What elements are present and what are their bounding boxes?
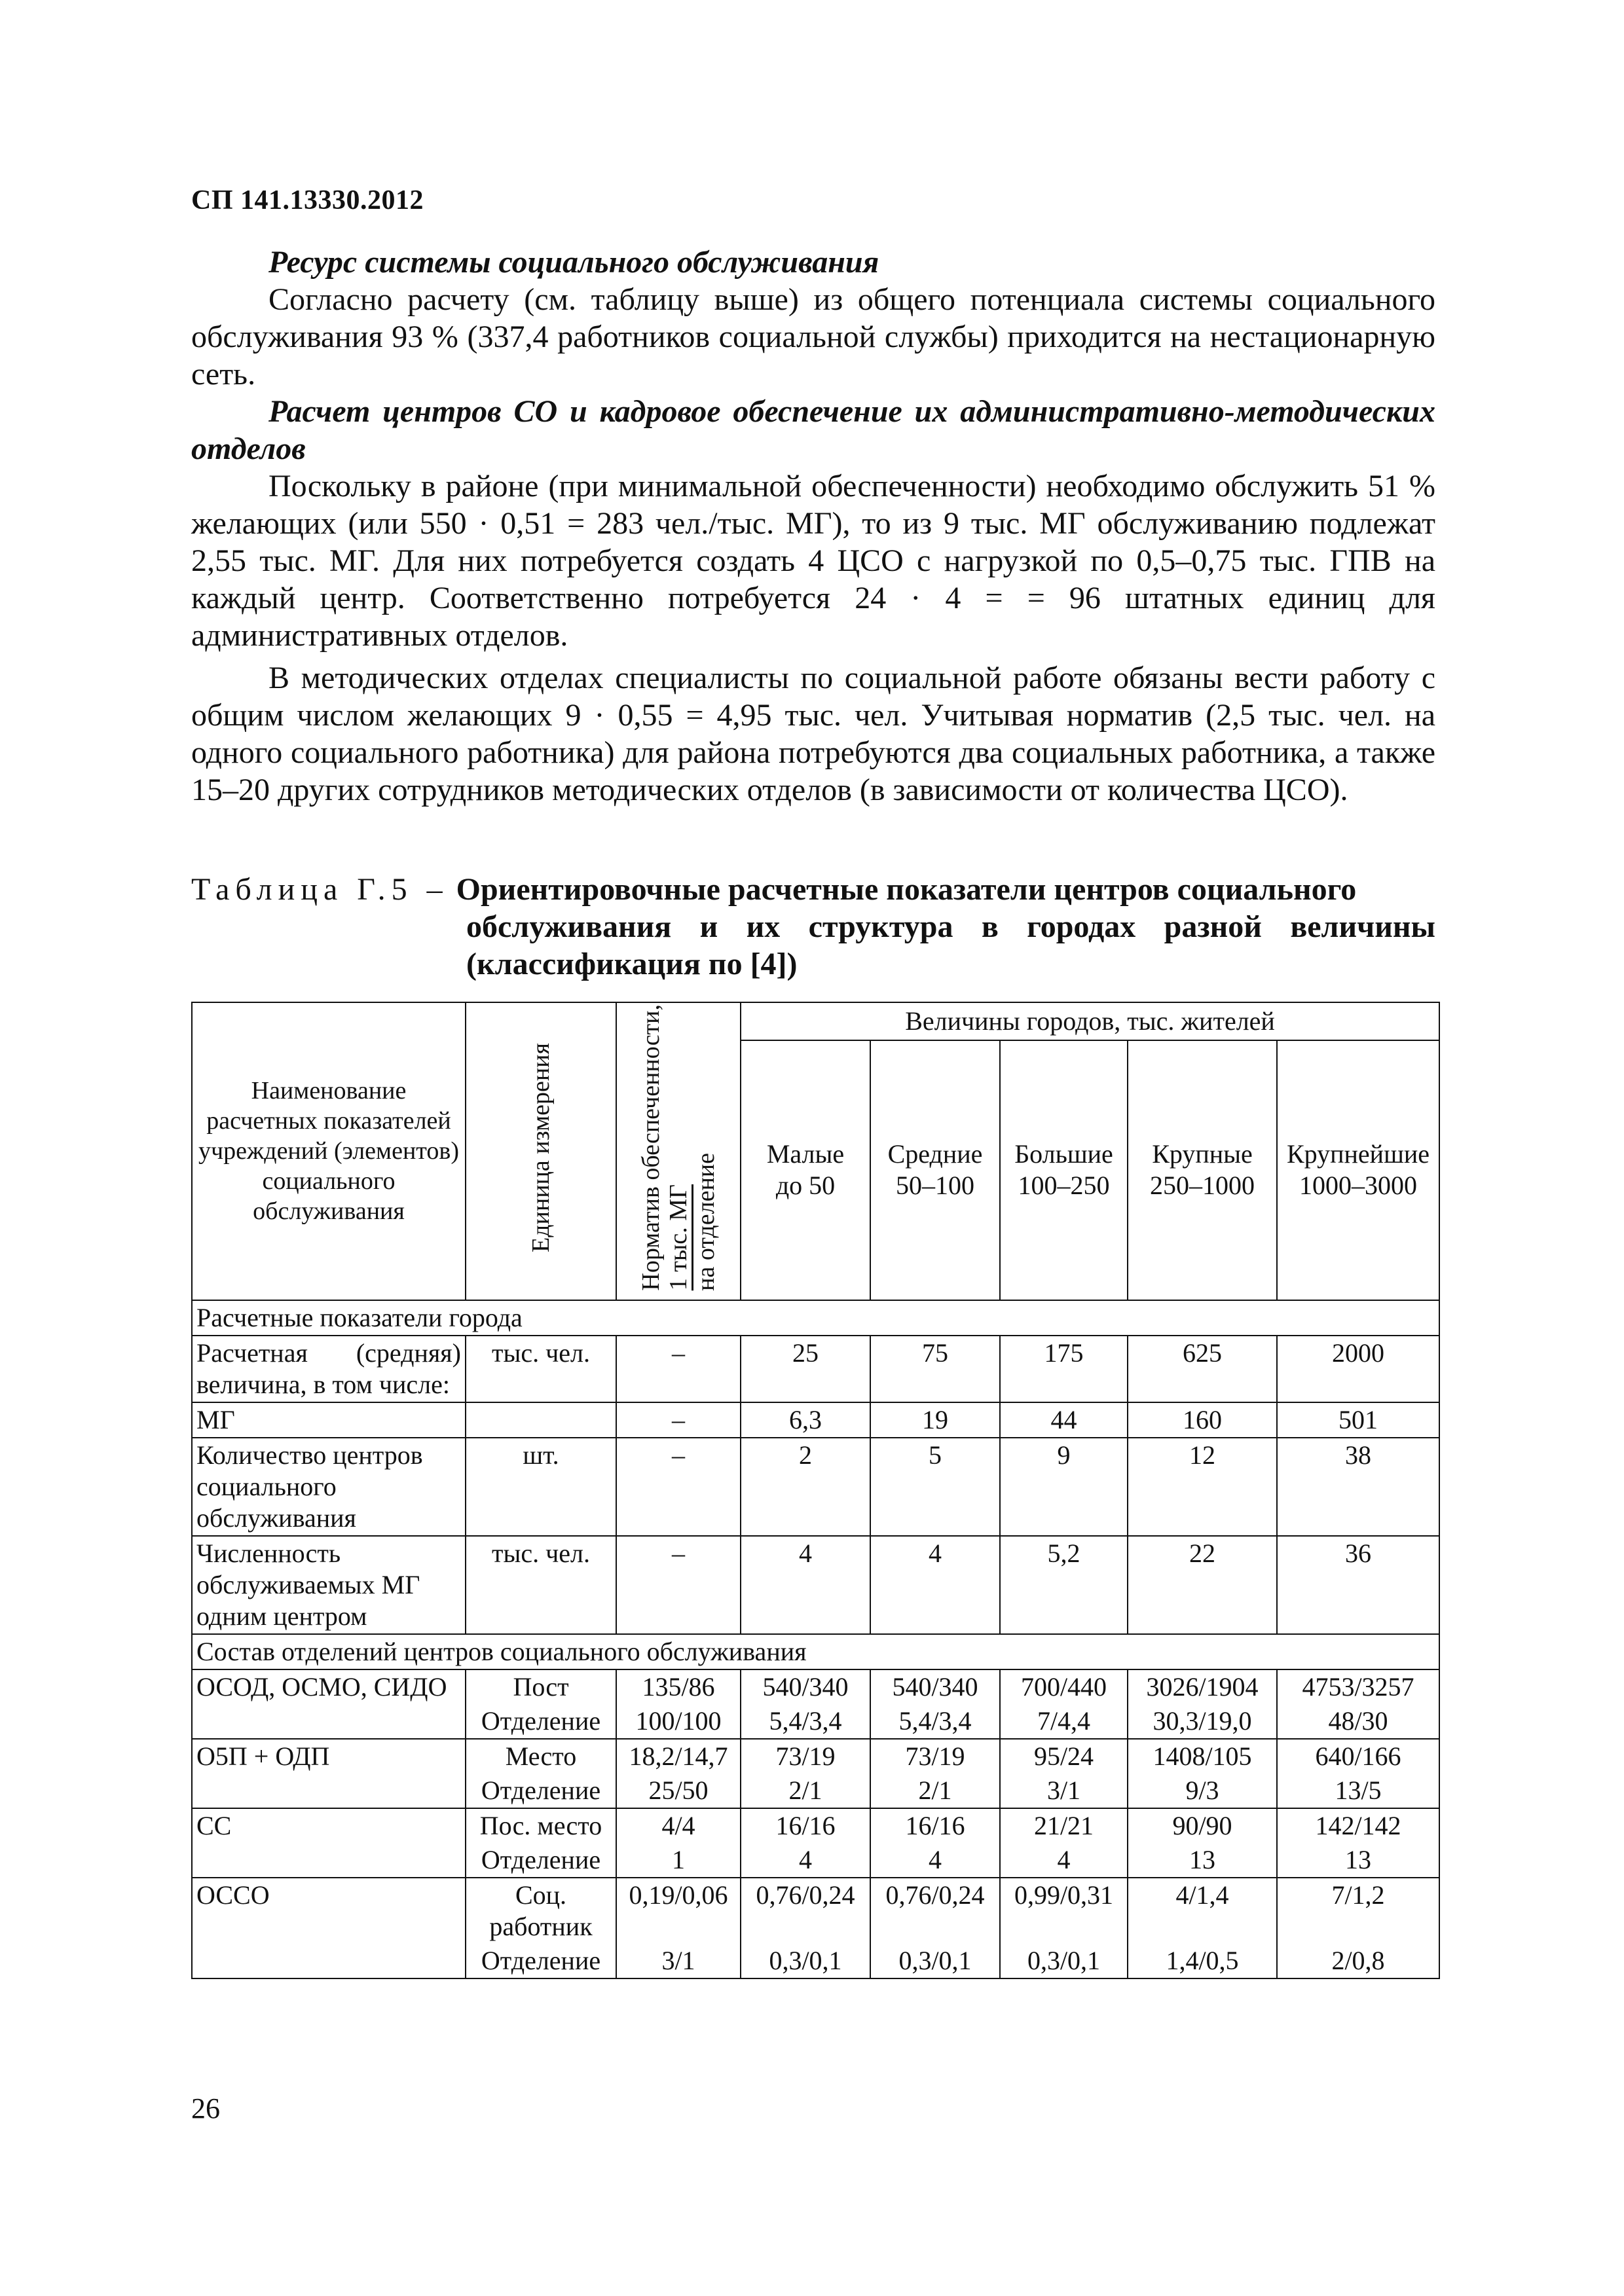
paragraph: В методических отделах специалисты по социальной работе обязаны вести работу с общим числом желающих 9 · 0,55 = 4,95 тыс. чел. Учитывая норматив (2,5 тыс. чел. на одного социального работника) для района потребуются два социальных работника, а также 15–20 других сотрудников методических отделов (в зависимости от количества ЦСО).	[191, 661, 1435, 807]
cell-value: 30,3/19,0	[1128, 1704, 1277, 1739]
cell-value: 540/340	[741, 1669, 870, 1704]
row-unit: Пос. место	[466, 1808, 616, 1843]
cell-value: 22	[1128, 1536, 1277, 1634]
cell-value: 75	[870, 1336, 1000, 1402]
cell-value: 36	[1277, 1536, 1439, 1634]
row-name: Численность обслуживаемых МГ одним центром	[192, 1536, 466, 1634]
header-city-size-group: Величины городов, тыс. жителей	[741, 1002, 1439, 1040]
cell-value: 48/30	[1277, 1704, 1439, 1739]
row-name: О5П + ОДП	[192, 1739, 466, 1808]
caption-line: (классификация по [4])	[466, 947, 798, 981]
section-heading: Расчет центров СО и кадровое обеспечение их административно-методических отделов	[191, 394, 1435, 466]
cell-value: 5,4/3,4	[870, 1704, 1000, 1739]
row-unit: шт.	[466, 1438, 616, 1536]
row-norm: –	[616, 1438, 741, 1536]
cell-value: 540/340	[870, 1669, 1000, 1704]
caption-prefix: Таблица Г.5 –	[191, 872, 449, 907]
cell-value: 0,76/0,24	[870, 1878, 1000, 1944]
cell-value: 640/166	[1277, 1739, 1439, 1774]
cell-value: 160	[1128, 1402, 1277, 1438]
row-unit	[466, 1402, 616, 1438]
row-unit: тыс. чел.	[466, 1536, 616, 1634]
header-col-medium: Средние 50–100	[870, 1040, 1000, 1300]
header-norm-unit: 1 тыс. МГ	[665, 1184, 692, 1291]
cell-value: 13	[1128, 1843, 1277, 1878]
header-col-large: Большие 100–250	[1000, 1040, 1128, 1300]
section-row	[192, 1300, 1439, 1336]
cell-value: 5,2	[1000, 1536, 1128, 1634]
cell-value: 44	[1000, 1402, 1128, 1438]
cell-value: 0,99/0,31	[1000, 1878, 1128, 1944]
cell-value: 38	[1277, 1438, 1439, 1536]
row-name: СС	[192, 1808, 466, 1878]
row-unit: Отделение	[466, 1774, 616, 1808]
cell-value: 3/1	[1000, 1774, 1128, 1808]
cell-value: 9/3	[1128, 1774, 1277, 1808]
row-unit: Отделение	[466, 1944, 616, 1978]
cell-value: 16/16	[870, 1808, 1000, 1843]
header-norm-label: Норматив обеспеченности,	[637, 1004, 665, 1291]
row-name: ОСОД, ОСМО, СИДО	[192, 1669, 466, 1739]
cell-value: 21/21	[1000, 1808, 1128, 1843]
cell-value: 4	[741, 1536, 870, 1634]
cell-value: 0,76/0,24	[741, 1878, 870, 1944]
header-name: Наименование расчетных показателей учреждений (элементов) социального обслуживания	[192, 1002, 466, 1300]
cell-value: 4	[741, 1843, 870, 1878]
cell-value: 2/1	[870, 1774, 1000, 1808]
table-row	[192, 1536, 1439, 1634]
row-name: Расчетная (средняя) величина, в том числе:	[192, 1336, 466, 1402]
cell-value: 2	[741, 1438, 870, 1536]
cell-value: 2000	[1277, 1336, 1439, 1402]
section-title: Состав отделений центров социального обслуживания	[192, 1634, 1439, 1669]
header-unit	[466, 1002, 616, 1300]
header-row	[192, 1002, 1439, 1040]
row-norm: 3/1	[616, 1944, 741, 1978]
page-number: 26	[191, 2092, 220, 2124]
row-name: МГ	[192, 1402, 466, 1438]
row-unit: Пост	[466, 1669, 616, 1704]
cell-value: 4	[1000, 1843, 1128, 1878]
caption-line: обслуживания и их структура в городах разной величины	[466, 909, 1435, 944]
cell-value: 3026/1904	[1128, 1669, 1277, 1704]
cell-value: 13/5	[1277, 1774, 1439, 1808]
row-norm: 0,19/0,06	[616, 1878, 741, 1944]
cell-value: 142/142	[1277, 1808, 1439, 1843]
cell-value: 4	[870, 1536, 1000, 1634]
cell-value: 19	[870, 1402, 1000, 1438]
indicators-table	[191, 1002, 1440, 1979]
header-col-bigger: Крупные 250–1000	[1128, 1040, 1277, 1300]
cell-value: 700/440	[1000, 1669, 1128, 1704]
cell-value: 5	[870, 1438, 1000, 1536]
row-norm: 18,2/14,7	[616, 1739, 741, 1774]
caption-line	[191, 871, 1435, 908]
header-norm	[616, 1002, 741, 1300]
row-norm: 1	[616, 1843, 741, 1878]
cell-value: 0,3/0,1	[1000, 1944, 1128, 1978]
cell-value: 73/19	[741, 1739, 870, 1774]
header-unit-label: Единица измерения	[527, 1042, 555, 1252]
section-heading: Ресурс системы социального обслуживания	[268, 245, 879, 280]
cell-value: 9	[1000, 1438, 1128, 1536]
cell-value: 4753/3257	[1277, 1669, 1439, 1704]
header-col-small: Малые до 50	[741, 1040, 870, 1300]
table-row	[192, 1402, 1439, 1438]
cell-value: 5,4/3,4	[741, 1704, 870, 1739]
cell-value: 175	[1000, 1336, 1128, 1402]
row-norm: 100/100	[616, 1704, 741, 1739]
row-unit: Место	[466, 1739, 616, 1774]
table-row	[192, 1669, 1439, 1704]
cell-value: 625	[1128, 1336, 1277, 1402]
cell-value: 7/1,2	[1277, 1878, 1439, 1944]
section-resource	[191, 244, 1435, 393]
row-unit: Отделение	[466, 1704, 616, 1739]
table-caption	[191, 871, 1435, 983]
row-unit: тыс. чел.	[466, 1336, 616, 1402]
table-row	[192, 1739, 1439, 1774]
row-norm: 135/86	[616, 1669, 741, 1704]
cell-value: 0,3/0,1	[870, 1944, 1000, 1978]
row-unit: Соц. работник	[466, 1878, 616, 1944]
section-row	[192, 1634, 1439, 1669]
cell-value: 2/1	[741, 1774, 870, 1808]
caption-title: Ориентировочные расчетные показатели центров социального	[456, 872, 1357, 907]
cell-value: 95/24	[1000, 1739, 1128, 1774]
cell-value: 12	[1128, 1438, 1277, 1536]
header-norm-per: на отделение	[692, 1152, 720, 1291]
cell-value: 73/19	[870, 1739, 1000, 1774]
row-norm: –	[616, 1536, 741, 1634]
paragraph: Согласно расчету (см. таблицу выше) из общего потенциала системы социального обслуживания 93 % (337,4 работников социальной службы) приходится на нестационарную сеть.	[191, 282, 1435, 392]
cell-value: 7/4,4	[1000, 1704, 1128, 1739]
section-title: Расчетные показатели города	[192, 1300, 1439, 1336]
cell-value: 4/1,4	[1128, 1878, 1277, 1944]
cell-value: 501	[1277, 1402, 1439, 1438]
cell-value: 16/16	[741, 1808, 870, 1843]
cell-value: 2/0,8	[1277, 1944, 1439, 1978]
section-calculation	[191, 393, 1435, 809]
table-row	[192, 1808, 1439, 1843]
row-name: Количество центров социального обслуживания	[192, 1438, 466, 1536]
cell-value: 25	[741, 1336, 870, 1402]
table-row	[192, 1438, 1439, 1536]
row-norm: 25/50	[616, 1774, 741, 1808]
cell-value: 4	[870, 1843, 1000, 1878]
document-code: СП 141.13330.2012	[191, 185, 424, 215]
row-norm: –	[616, 1336, 741, 1402]
header-col-largest: Крупнейшие 1000–3000	[1277, 1040, 1439, 1300]
table-row	[192, 1878, 1439, 1944]
row-unit: Отделение	[466, 1843, 616, 1878]
table-row	[192, 1336, 1439, 1402]
cell-value: 6,3	[741, 1402, 870, 1438]
cell-value: 13	[1277, 1843, 1439, 1878]
row-norm: –	[616, 1402, 741, 1438]
row-norm: 4/4	[616, 1808, 741, 1843]
cell-value: 90/90	[1128, 1808, 1277, 1843]
cell-value: 1,4/0,5	[1128, 1944, 1277, 1978]
paragraph: Поскольку в районе (при минимальной обеспеченности) необходимо обслужить 51 % желающих (или 550 · 0,51 = 283 чел./тыс. МГ), то из 9 тыс. МГ обслуживанию подлежат 2,55 тыс. МГ. Для них потребуется создать 4 ЦСО с нагрузкой по 0,5–0,75 тыс. ГПВ на каждый центр. Соответственно потребуется 24 · 4 = = 96 штатных единиц для административных отделов.	[191, 469, 1435, 653]
cell-value: 1408/105	[1128, 1739, 1277, 1774]
cell-value: 0,3/0,1	[741, 1944, 870, 1978]
row-name: ОССО	[192, 1878, 466, 1978]
